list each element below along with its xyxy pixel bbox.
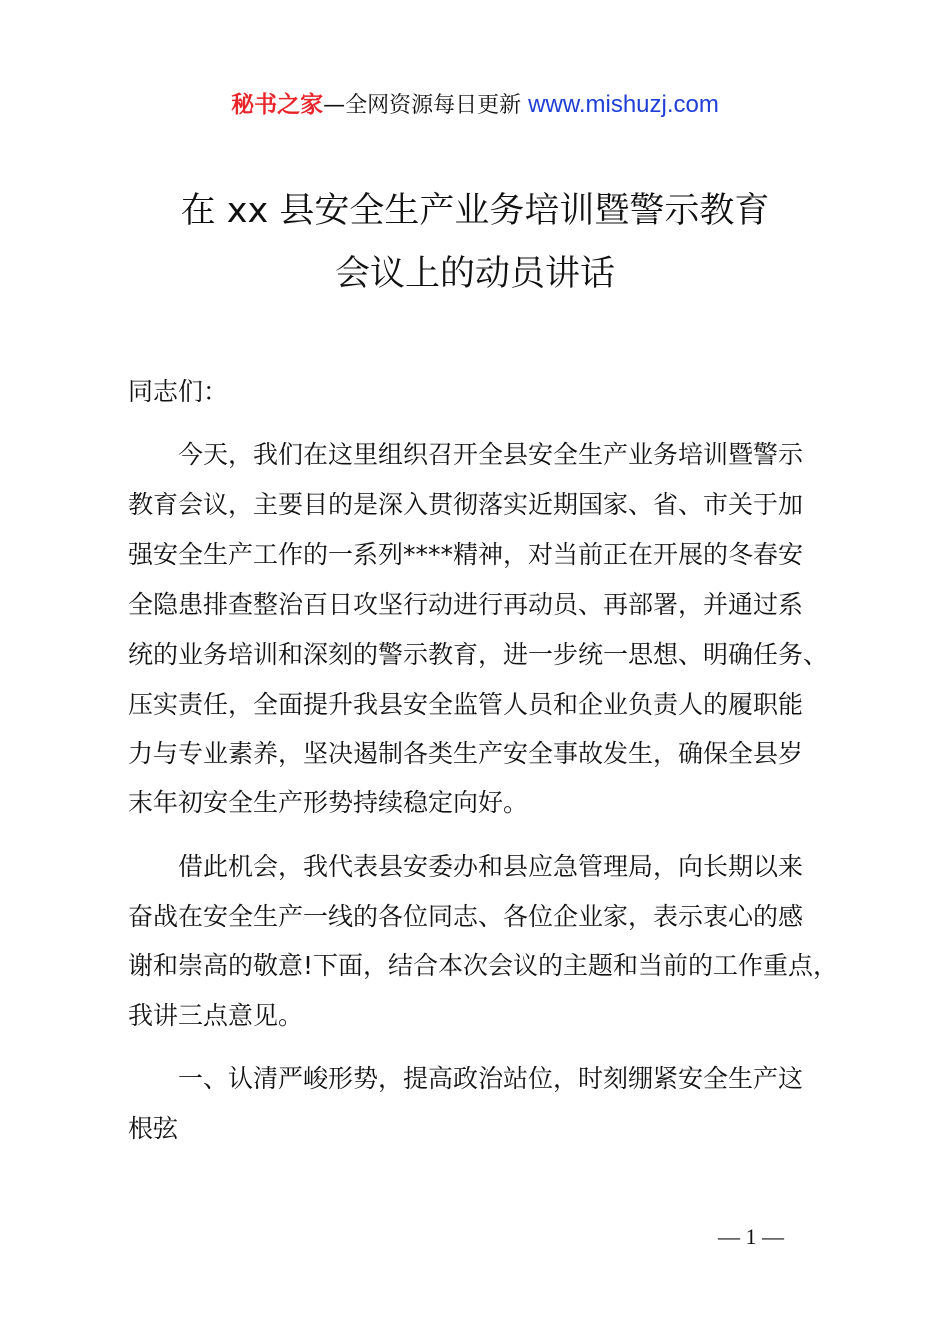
paragraph-1-line: 强安全生产工作的一系列****精神，对当前正在开展的冬春安 <box>128 540 804 569</box>
document-title-line-1: 在 xx 县安全生产业务培训暨警示教育 <box>180 191 770 231</box>
salutation: 同志们： <box>128 377 229 406</box>
header-tagline: 全网资源每日更新 <box>345 93 522 118</box>
brand-name: 秘书之家 <box>231 92 324 118</box>
paragraph-2-line: 奋战在安全生产一线的各位同志、各位企业家，表示衷心的感 <box>128 902 804 931</box>
site-header <box>0 86 950 119</box>
section-heading-1-line: 一、认清严峻形势，提高政治站位，时刻绷紧安全生产这 <box>178 1064 804 1093</box>
site-url-link[interactable]: www.mishuzj.com <box>528 91 719 118</box>
page-number: — 1 — <box>718 1224 784 1249</box>
paragraph-1-line: 末年初安全生产形势持续稳定向好。 <box>128 788 529 817</box>
paragraph-1-line: 今天，我们在这里组织召开全县安全生产业务培训暨警示 <box>178 440 804 469</box>
paragraph-2-line: 谢和崇高的敬意!下面，结合本次会议的主题和当前的工作重点， <box>128 951 839 980</box>
paragraph-1-line: 压实责任，全面提升我县安全监管人员和企业负责人的履职能 <box>128 690 804 719</box>
paragraph-1-line: 统的业务培训和深刻的警示教育，进一步统一思想、明确任务、 <box>128 640 829 669</box>
document-title-line-2: 会议上的动员讲话 <box>334 254 615 294</box>
paragraph-2-line: 我讲三点意见。 <box>128 1001 304 1030</box>
paragraph-1-line: 教育会议，主要目的是深入贯彻落实近期国家、省、市关于加 <box>128 490 804 519</box>
paragraph-1-line: 全隐患排查整治百日攻坚行动进行再动员、再部署，并通过系 <box>128 590 804 619</box>
section-heading-1-line: 根弦 <box>128 1114 179 1143</box>
paragraph-2-line: 借此机会，我代表县安委办和县应急管理局，向长期以来 <box>178 852 804 881</box>
header-separator: — <box>323 93 346 118</box>
paragraph-1-line: 力与专业素养，坚决遏制各类生产安全事故发生，确保全县岁 <box>128 739 804 768</box>
